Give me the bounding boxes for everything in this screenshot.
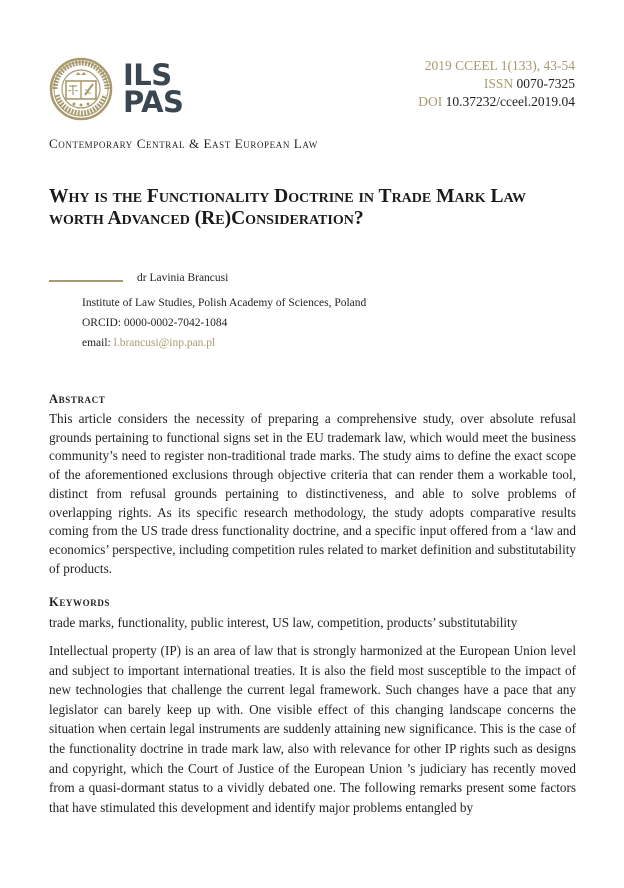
abstract-text: This article considers the necessity of preparing a comprehensive study, over absolute refusal grounds pertaining to functional signs set in the EU trademark law, which would meet the business community’s need to register non-traditional trade marks. The study aims to define the exact scope of the aforementioned exclusions through objective criteria that can render them a workable tool, distinct from refusal grounds pertaining to distinctiveness, and able to solve problems of overlapping rights. As its specific research methodology, the study adopts comparative results coming from the US trade dress functionality doctrine, and a specific input offered from a ‘law and economics’ perspective, including competition rules related to market definition and substitutability of products.	[49, 411, 576, 576]
email-link[interactable]: l.brancusi@inp.pan.pl	[113, 337, 216, 349]
orcid: ORCID: 0000-0002-7042-1084	[82, 317, 228, 329]
issn-value: 0070-7325	[516, 76, 575, 91]
doi-label: DOI	[418, 94, 443, 109]
logo-wordmark	[123, 58, 184, 119]
ils-pas-logo	[49, 57, 183, 121]
institute-seal-icon	[49, 57, 113, 121]
publication-meta	[418, 57, 575, 111]
author-name: dr Lavinia Brancusi	[137, 272, 229, 284]
logo-line-pas: PAS	[123, 85, 184, 119]
email-label: email:	[82, 337, 111, 349]
email-line	[82, 333, 366, 353]
article-title: Why is the Functionality Doctrine in Trade Mark Law worth Advanced (Re)Consideration?	[49, 186, 527, 229]
journal-name: Contemporary Central & East European Law	[49, 136, 318, 151]
keywords-heading: Keywords	[49, 595, 111, 609]
citation: 2019 CCEEL 1(133), 43-54	[424, 58, 575, 73]
doi-line	[418, 93, 575, 111]
affiliation: Institute of Law Studies, Polish Academy of Sciences, Poland	[82, 297, 367, 309]
doi-value[interactable]: 10.37232/cceel.2019.04	[445, 94, 575, 109]
issn-label: ISSN	[483, 76, 514, 91]
logo-line-ils: ILS	[123, 58, 172, 92]
author-divider	[49, 280, 123, 282]
issn-line	[418, 75, 575, 93]
abstract-heading: Abstract	[49, 392, 106, 406]
author-info	[82, 293, 366, 353]
keywords-text: trade marks, functionality, public interest, US law, competition, products’ substitutability	[49, 615, 518, 630]
body-paragraph: Intellectual property (IP) is an area of law that is strongly harmonized at the European Union level and subject to important international treaties. It is also the field most susceptible to the impact of new technologies that challenge the current legal framework. Such changes have a pace that any legislator can barely keep up with. One visible effect of this changing landscape concerns the situation when certain legal instruments are suddenly attaining new significance. This is the case of the functionality doctrine in trade mark law, also with relevance for other IP rights such as designs and copyright, which the Court of Justice of the European Union ’s judiciary has recently moved from a quasi-dormant status to a vividly debated one. The following remarks present some factors that have stimulated this development and identify major problems entangled by	[49, 643, 576, 815]
